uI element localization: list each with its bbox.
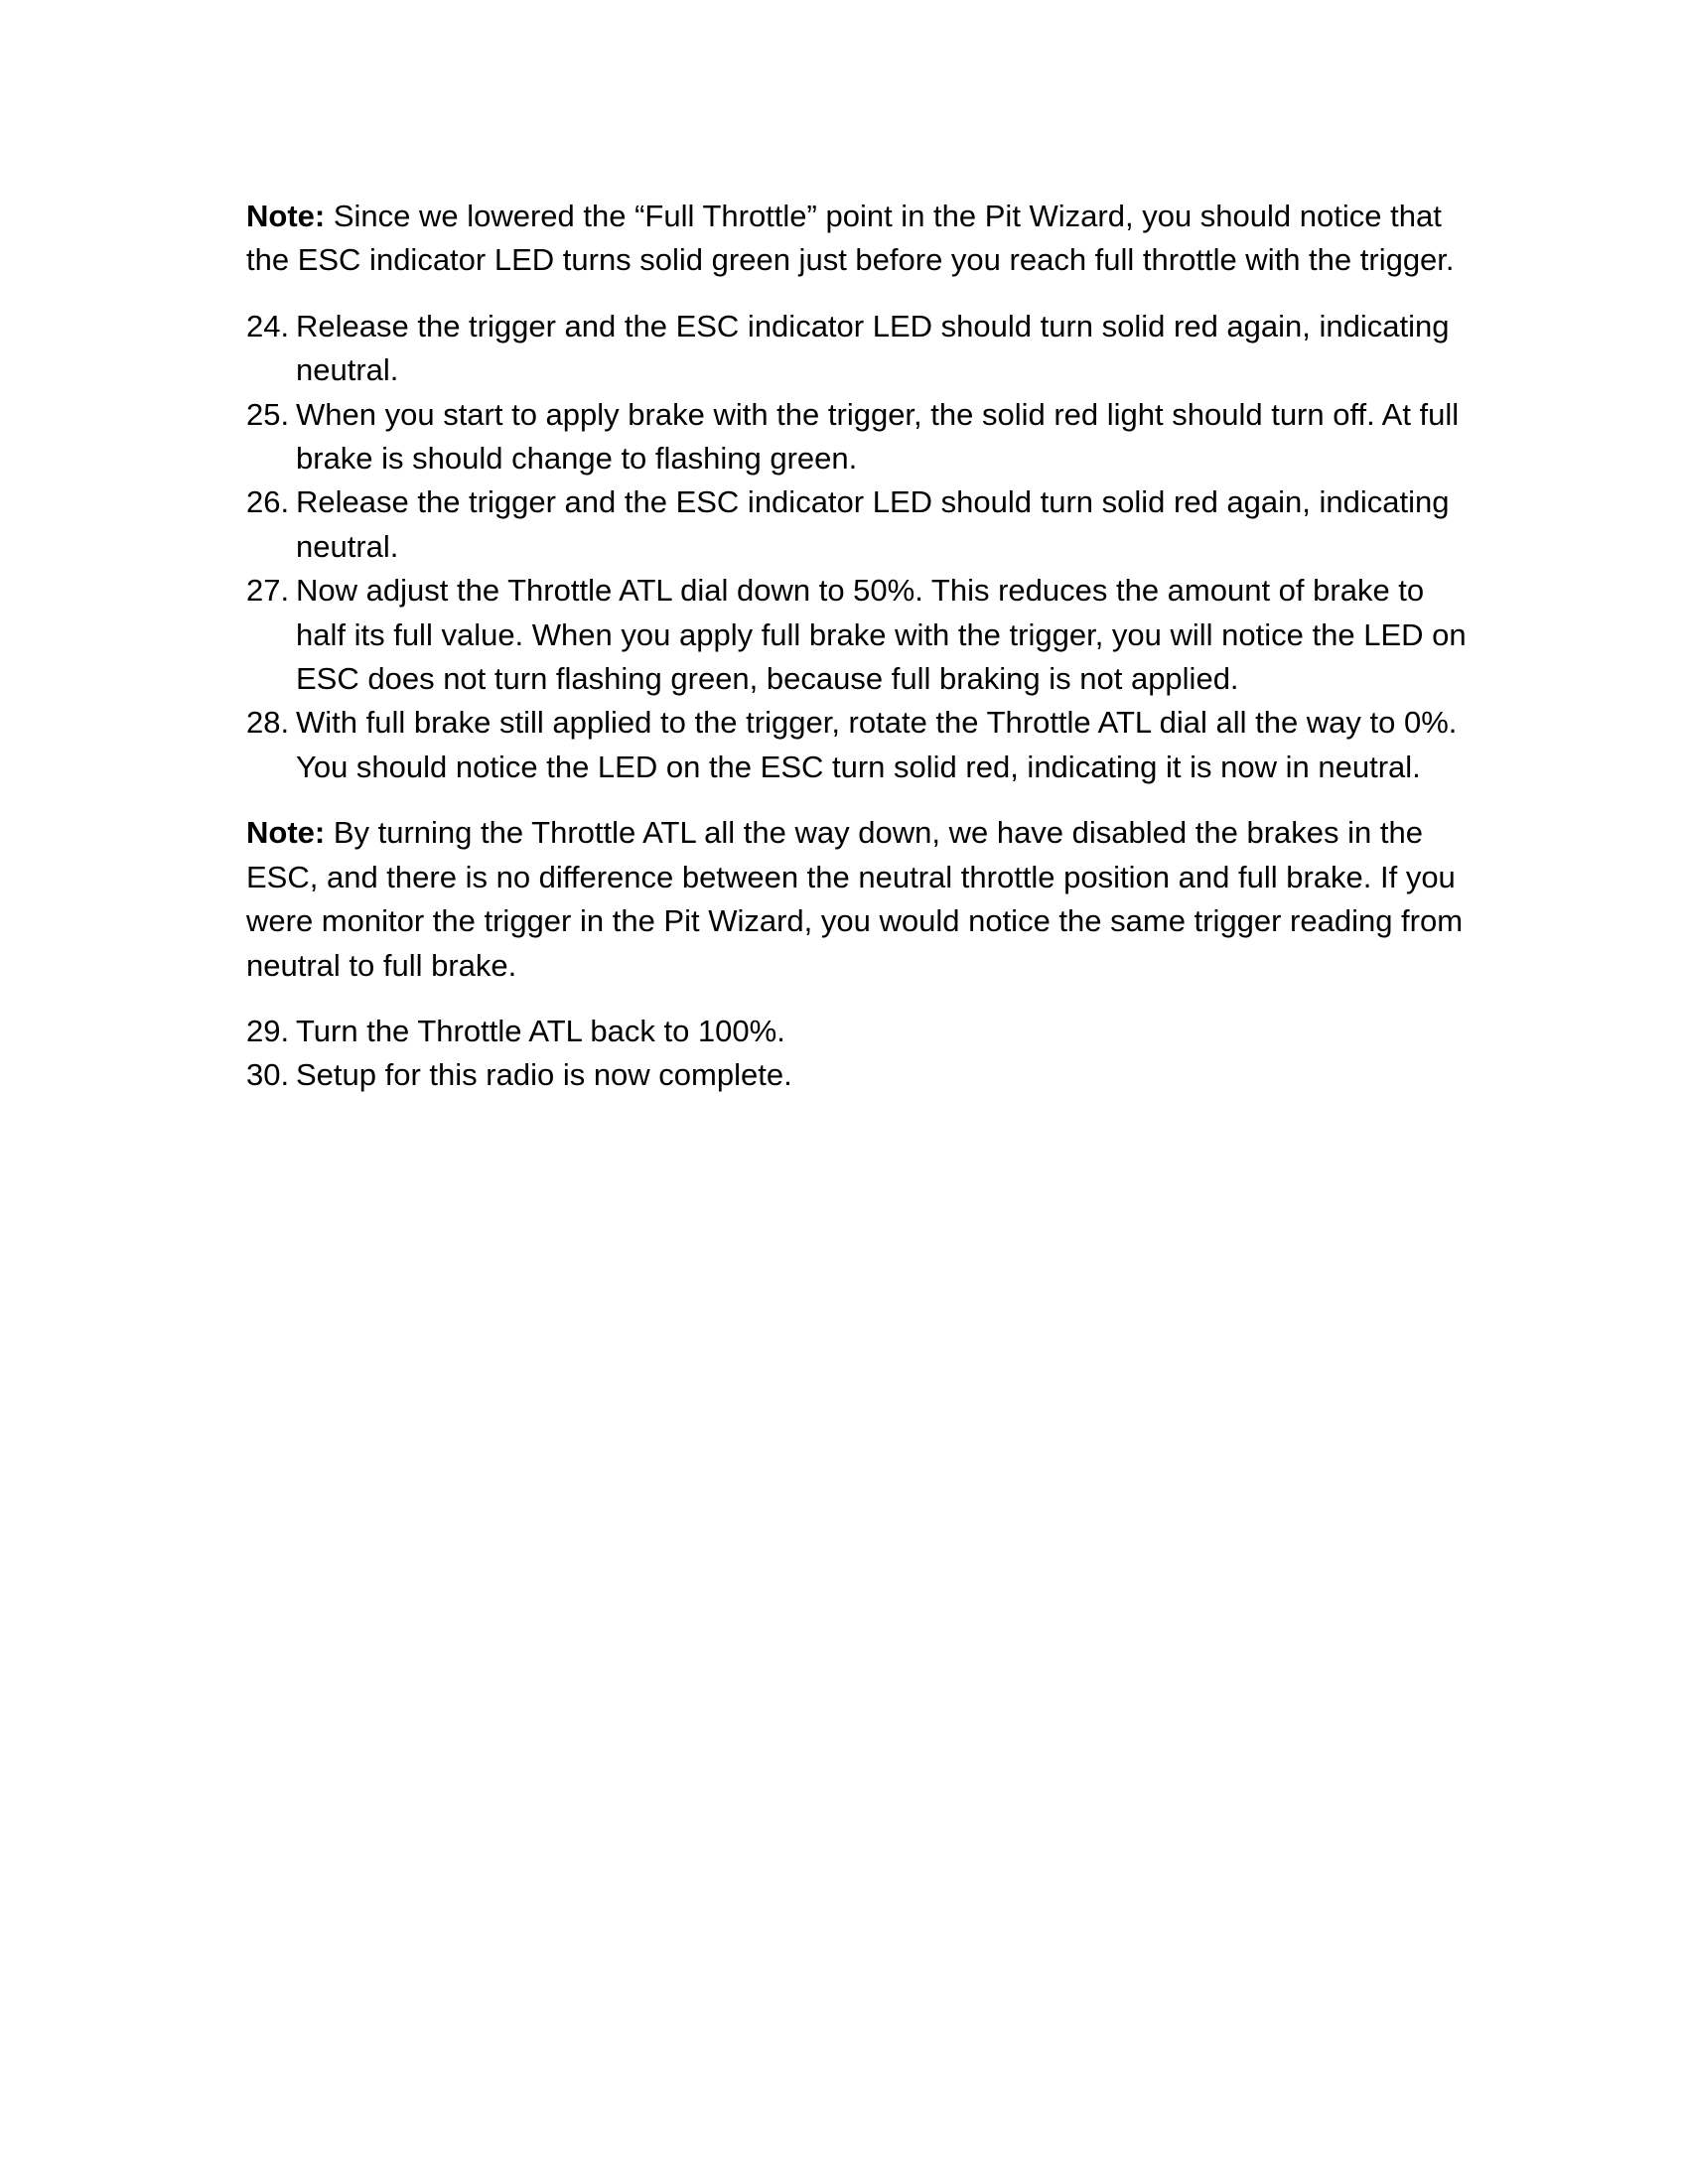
step-number: 27.: [246, 573, 290, 609]
document-page: [246, 195, 1477, 1098]
step-text: Release the trigger and the ESC indicator LED should turn solid red again, indicating neutral.: [296, 308, 1450, 388]
list-item: [246, 701, 1477, 789]
step-number: 26.: [246, 484, 290, 520]
note-text: By turning the Throttle ATL all the way down, we have disabled the brakes in the ESC, and there is no difference between the neutral throttle position and full brake. If you were monitor the trigger in the Pit Wizard, you would notice the same trigger reading from neutral to full brake.: [246, 815, 1464, 983]
spacer: [246, 988, 1477, 1010]
note-label: Note:: [246, 199, 326, 233]
list-item: [246, 1053, 1477, 1097]
spacer: [246, 283, 1477, 305]
step-text: With full brake still applied to the trigger, rotate the Throttle ATL dial all the way to 0%. You should notice the LED on the ESC turn solid red, indicating it is now in neutral.: [296, 705, 1458, 784]
spacer: [246, 789, 1477, 811]
step-number: 28.: [246, 705, 290, 741]
note-paragraph-2: [246, 811, 1477, 988]
note-text: Since we lowered the “Full Throttle” point in the Pit Wizard, you should notice that the ESC indicator LED turns solid green just before you reach full throttle with the trigger.: [246, 199, 1455, 278]
list-item: [246, 569, 1477, 701]
step-number: 24.: [246, 308, 290, 343]
step-text: Now adjust the Throttle ATL dial down to 50%. This reduces the amount of brake to half its full value. When you apply full brake with the trigger, you will notice the LED on ESC does not turn flashing green, because full braking is not applied.: [296, 573, 1467, 697]
note-paragraph-1: [246, 195, 1477, 283]
list-item: [246, 480, 1477, 569]
list-item: [246, 393, 1477, 481]
step-text: Turn the Throttle ATL back to 100%.: [296, 1013, 785, 1048]
step-number: 25.: [246, 396, 290, 432]
step-number: 30.: [246, 1057, 290, 1093]
steps-list-1: [246, 305, 1477, 789]
list-item: [246, 305, 1477, 393]
step-text: Setup for this radio is now complete.: [296, 1057, 792, 1093]
steps-list-2: [246, 1010, 1477, 1098]
step-text: When you start to apply brake with the trigger, the solid red light should turn off. At full brake is should change to flashing green.: [296, 396, 1460, 477]
list-item: [246, 1010, 1477, 1053]
step-text: Release the trigger and the ESC indicator LED should turn solid red again, indicating neutral.: [296, 484, 1450, 564]
step-number: 29.: [246, 1013, 290, 1048]
note-label: Note:: [246, 815, 326, 851]
